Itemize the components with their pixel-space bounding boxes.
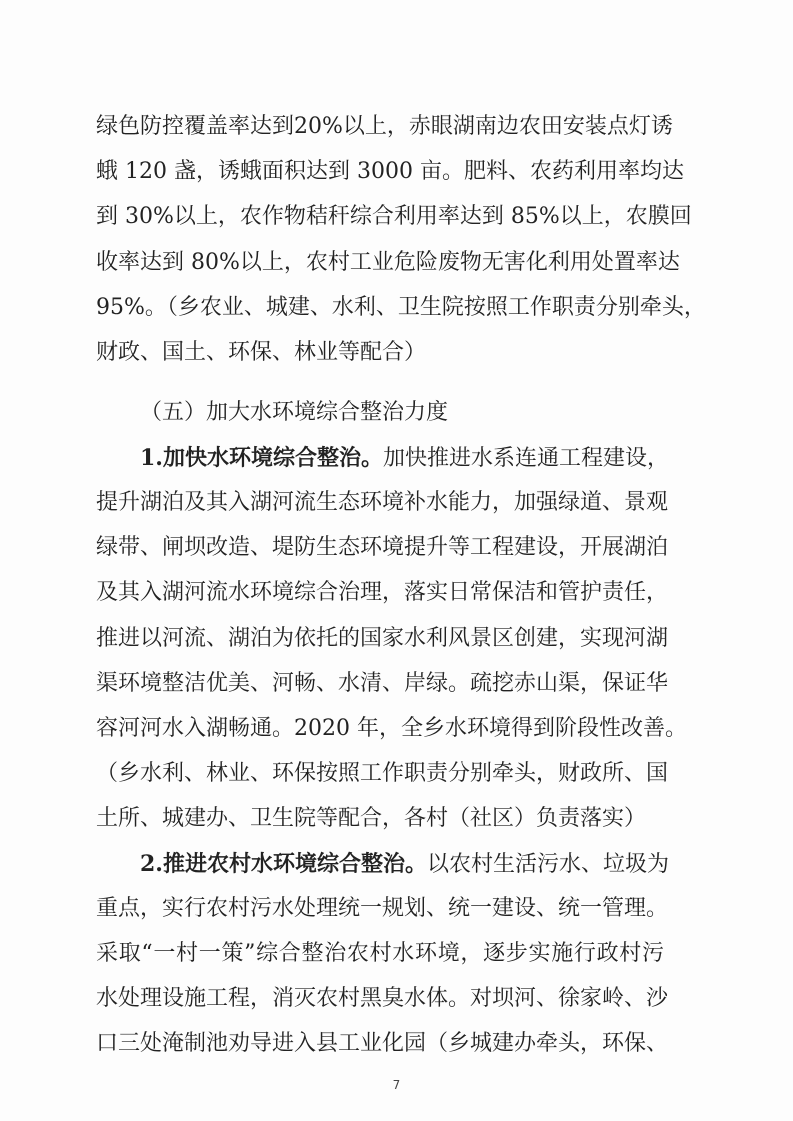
text-line: 95%。（乡农业、城建、水利、卫生院按照工作职责分别牵头，	[96, 295, 706, 320]
text-line: 收率达到 80%以上，农村工业危险废物无害化利用处置率达	[96, 250, 680, 275]
text-line: 渠环境整洁优美、河畅、水清、岸绿。疏挖赤山渠，保证华	[96, 671, 669, 696]
text-line: 及其入湖河流水环境综合治理，落实日常保洁和管护责任，	[96, 580, 669, 605]
text-line: 蛾 120 盏，诱蛾面积达到 3000 亩。肥料、农药利用率均达	[96, 159, 684, 184]
text-line: 推进以河流、湖泊为依托的国家水利风景区创建，实现河湖	[96, 626, 669, 651]
text-line: 口三处淹制池劝导进入县工业化园（乡城建办牵头，环保、	[96, 1031, 669, 1056]
text-line: 重点，实行农村污水处理统一规划、统一建设、统一管理。	[96, 896, 669, 921]
text-line: 采取“一村一策”综合整治农村水环境，逐步实施行政村污	[96, 941, 664, 966]
item-2-title: 2.推进农村水环境综合整治。	[140, 851, 427, 877]
text-line: 到 30%以上，农作物秸秆综合利用率达到 85%以上，农膜回	[96, 204, 692, 229]
text-line: 水处理设施工程，消灭农村黑臭水体。对坝河、徐家岭、沙	[96, 986, 669, 1011]
item-1-first-line-rest: 加快推进水系连通工程建设，	[382, 446, 669, 471]
section-heading: （五）加大水环境综合整治力度	[140, 400, 449, 425]
text-line: 绿色防控覆盖率达到20%以上，赤眼湖南边农田安装点灯诱	[96, 114, 673, 139]
text-line: 土所、城建办、卫生院等配合，各村（社区）负责落实）	[96, 806, 647, 831]
text-line: 容河河水入湖畅通。2020 年，全乡水环境得到阶段性改善。	[96, 716, 687, 741]
item-1-title: 1.加快水环境综合整治。	[140, 445, 383, 471]
text-line: （乡水利、林业、环保按照工作职责分别牵头，财政所、国	[96, 761, 669, 786]
item-2-first-line	[140, 849, 669, 879]
text-line: 提升湖泊及其入湖河流生态环境补水能力，加强绿道、景观	[96, 490, 669, 515]
text-line: 绿带、闸坝改造、堤防生态环境提升等工程建设，开展湖泊	[96, 535, 669, 560]
item-1-first-line	[140, 443, 669, 473]
item-2-first-line-rest: 以农村生活污水、垃圾为	[426, 852, 669, 877]
text-line: 财政、国土、环保、林业等配合）	[96, 340, 427, 365]
page-number: 7	[392, 1078, 401, 1092]
